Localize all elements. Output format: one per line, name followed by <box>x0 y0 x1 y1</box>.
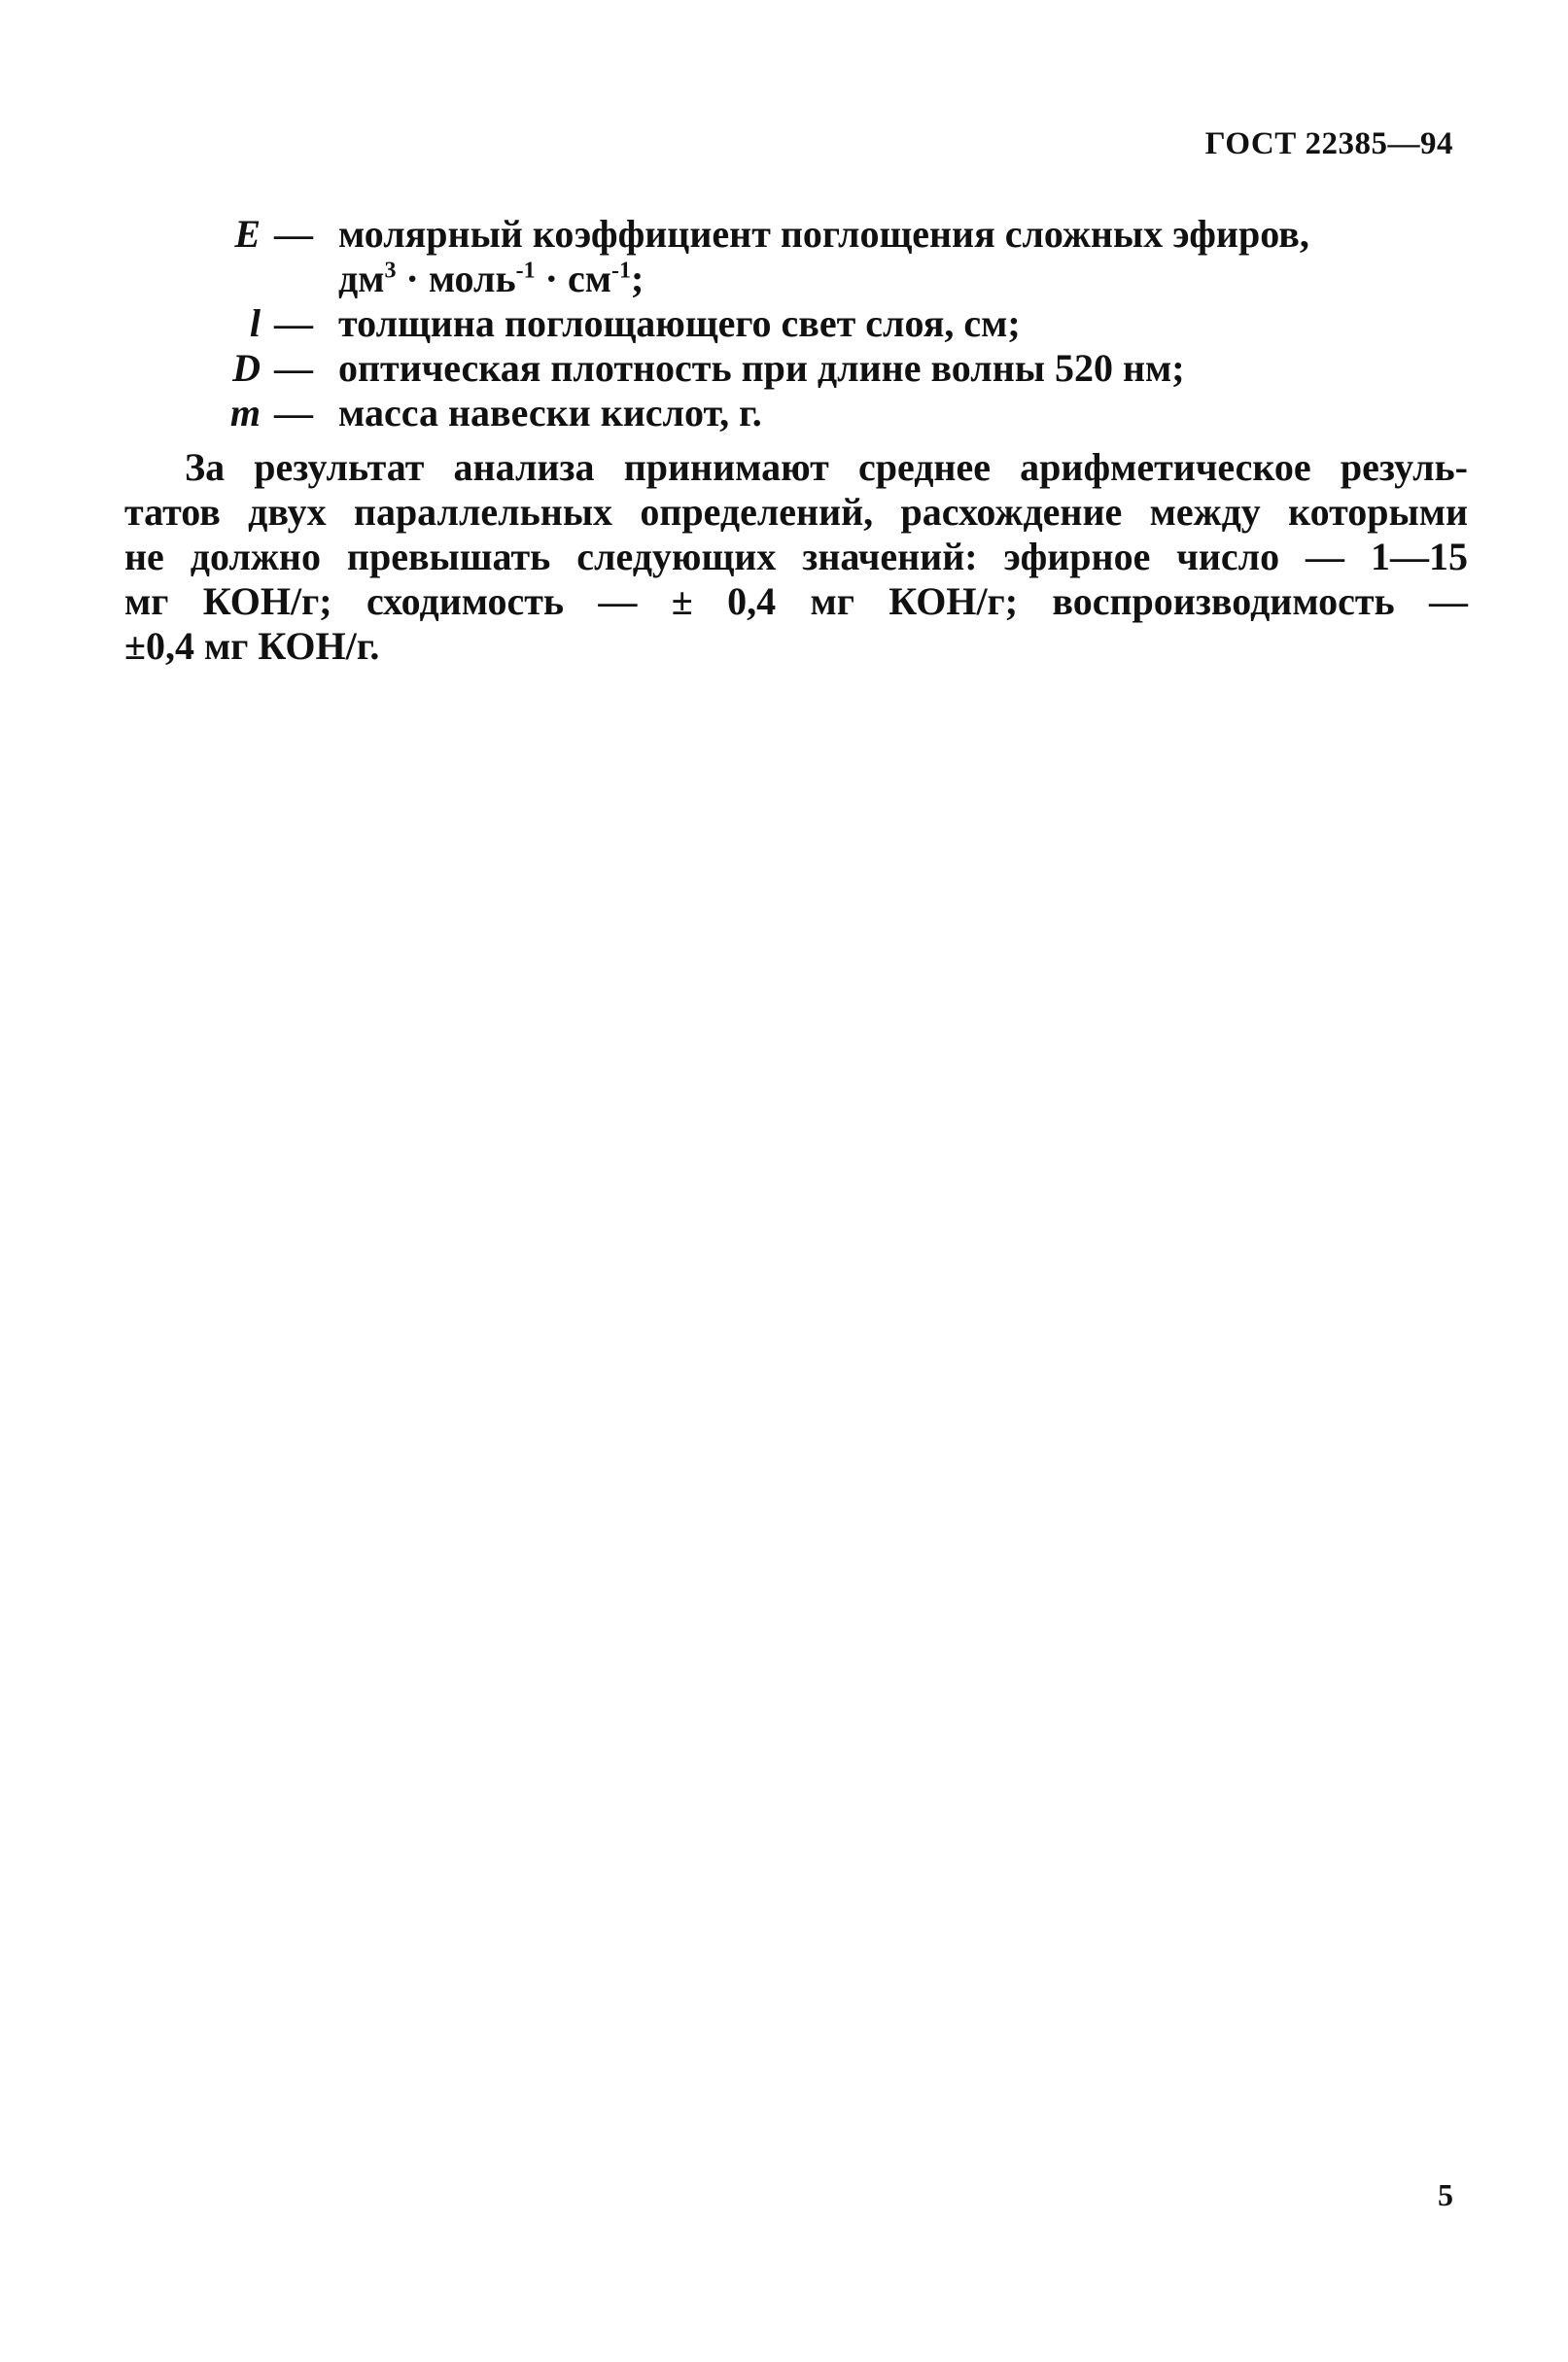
document-code-header: ГОСТ 22385—94 <box>1204 126 1453 161</box>
definition-dash: — <box>274 301 313 345</box>
unit-part: ; <box>630 257 645 300</box>
definition-text: оптическая плотность при длине волны 520 нм; <box>338 346 1185 390</box>
definition-text-line: молярный коэффициент поглощения сложных эфиров, <box>338 212 1309 256</box>
definition-symbol: m <box>229 391 261 434</box>
definition-dash: — <box>274 346 313 390</box>
definition-text: толщина поглощающего свет слоя, см; <box>338 301 1021 345</box>
unit-exponent: 3 <box>384 258 397 284</box>
paragraph-line: татов двух параллельных определений, расхождение между которыми <box>124 490 1468 534</box>
definition-symbol: D <box>232 346 261 390</box>
definition-unit-line <box>338 257 1468 301</box>
paragraph-line: ±0,4 мг КОН/г. <box>124 624 380 668</box>
unit-exponent: -1 <box>515 258 536 284</box>
definition-symbol: E <box>234 212 261 256</box>
page-number: 5 <box>1438 2177 1453 2212</box>
unit-part: · моль <box>396 257 516 300</box>
paragraph-line: мг КОН/г; сходимость — ± 0,4 мг КОН/г; воспроизводимость — <box>124 579 1468 623</box>
definition-text <box>338 212 1468 301</box>
unit-part: дм <box>338 257 385 300</box>
definition-dash: — <box>274 391 313 434</box>
paragraph-line: не должно превышать следующих значений: эфирное число — 1—15 <box>124 535 1468 578</box>
unit-part: · см <box>535 257 611 300</box>
definition-dash: — <box>274 212 313 256</box>
result-paragraph <box>124 445 1468 669</box>
symbol-definitions <box>185 212 1468 435</box>
definition-row-l <box>185 301 1468 346</box>
definition-row-d <box>185 346 1468 391</box>
definition-symbol: l <box>249 301 261 345</box>
definition-row-m <box>185 391 1468 435</box>
definition-text: масса навески кислот, г. <box>338 391 762 434</box>
definition-row-e <box>185 212 1468 301</box>
unit-exponent: -1 <box>610 258 631 284</box>
paragraph-line: За результат анализа принимают среднее арифметическое резуль- <box>185 445 1468 489</box>
